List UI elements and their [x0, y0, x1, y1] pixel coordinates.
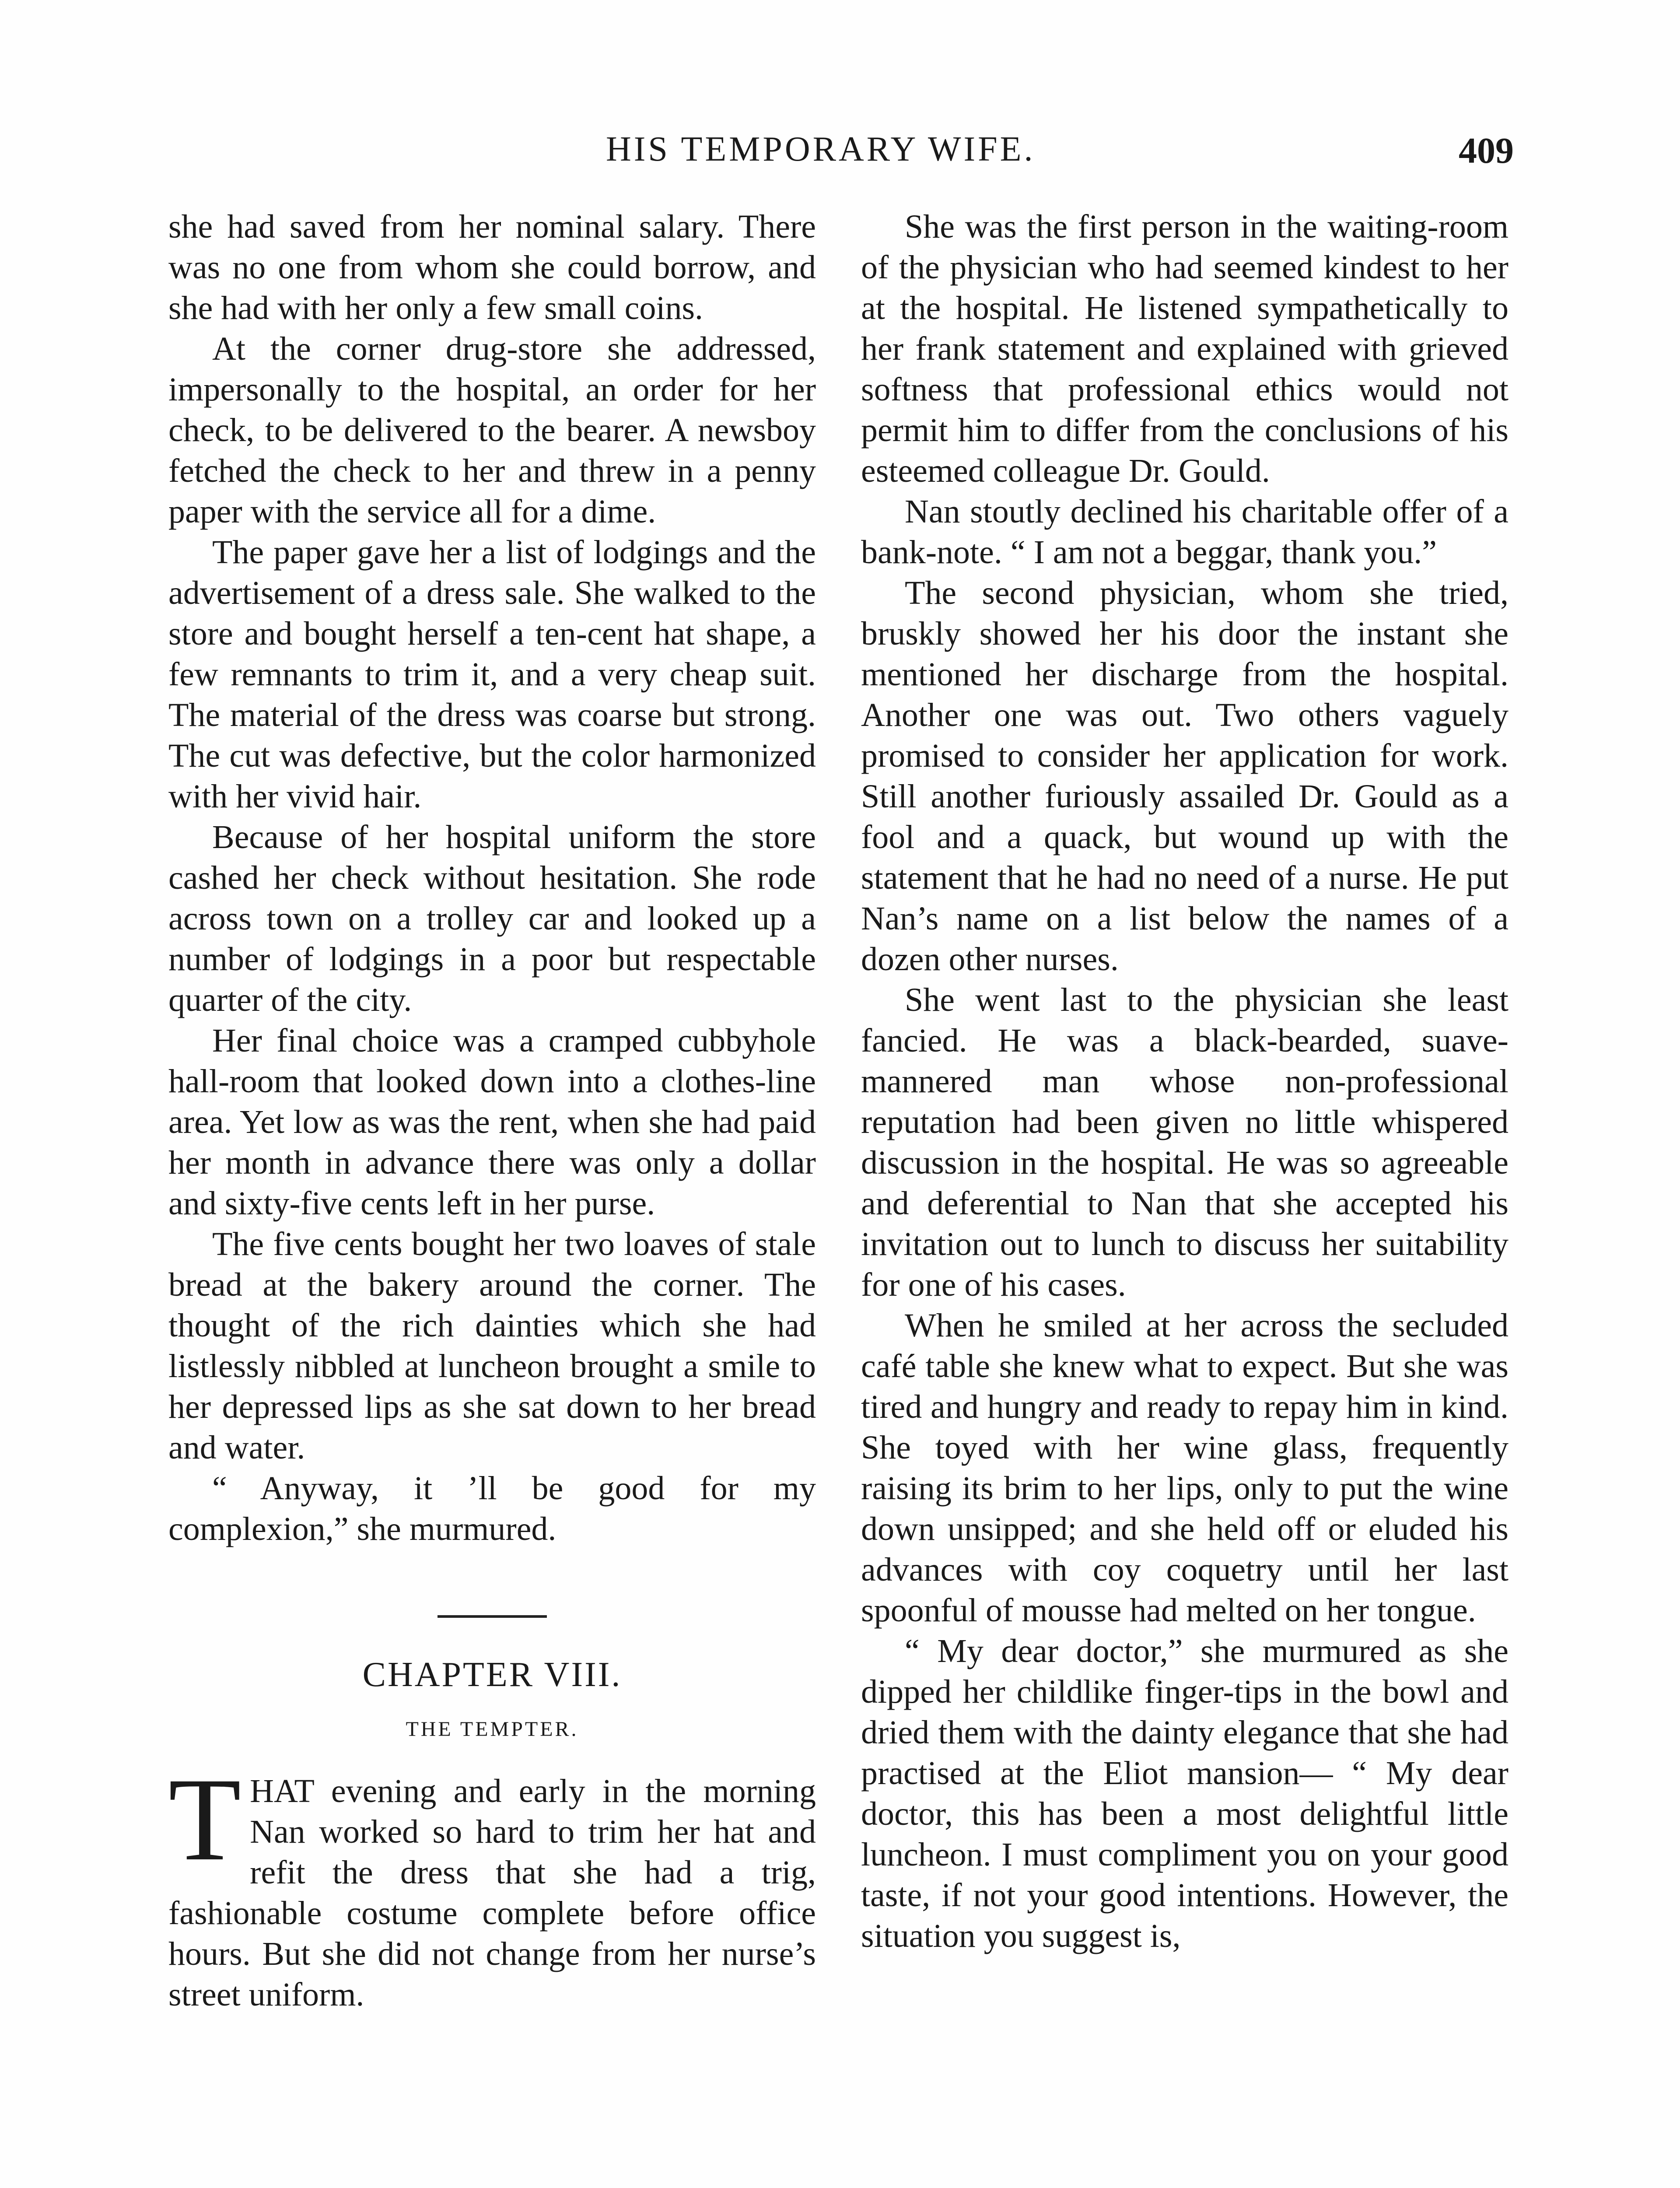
page-number: 409 [1459, 130, 1514, 171]
chapter-subtitle: THE TEMPTER. [406, 1718, 579, 1741]
paragraph: “ Anyway, it ’ll be good for my complexion,” she murmured. [168, 1470, 816, 1547]
paragraph: she had saved from her nominal salary. There was no one from whom she could borrow, and she had with her only a few small coins. [168, 208, 816, 326]
chapter-opening-paragraph [168, 1753, 816, 2015]
section-divider [438, 1615, 547, 1618]
paragraph: The five cents bought her two loaves of stale bread at the bakery around the corner. The thought of the rich dainties which she had listlessly nibbled at luncheon brought a smile to her depressed lips as she sat down to her bread and water. [168, 1226, 816, 1466]
paragraph: The paper gave her a list of lodgings and the advertisement of a dress sale. She walked to the store and bought herself a ten-cent hat shape, a few remnants to trim it, and a very cheap suit. The material of the dress was coarse but strong. The cut was defective, but the color harmonized with her vivid hair. [168, 534, 816, 815]
drop-cap: T [168, 1753, 242, 1885]
paragraph: She was the first person in the waiting-room of the physician who had seemed kindest to her at the hospital. He listened sympathetically to her frank statement and explained with grieved softness that professional ethics would not permit him to differ from the conclusions of his esteemed colleague Dr. Gould. [861, 208, 1508, 489]
chapter-title: CHAPTER VIII. [362, 1655, 622, 1694]
right-column [861, 207, 1508, 1957]
paragraph: Nan stoutly declined his charitable offer of a bank-note. “ I am not a beggar, thank you.” [861, 493, 1508, 571]
paragraph: The second physician, whom she tried, bruskly showed her his door the instant she mentioned her discharge from the hospital. Another one was out. Two others vaguely promised to consider her application for work. Still another furiously assailed Dr. Gould as a fool and a quack, but wound up with the statement that he had no need of a nurse. He put Nan’s name on a list below the names of a dozen other nurses. [861, 575, 1508, 978]
left-column [168, 207, 816, 2015]
paragraph: At the corner drug-store she addressed, impersonally to the hospital, an order for her check, to be delivered to the bearer. A newsboy fetched the check to her and threw in a penny paper with the service all for a dime. [168, 330, 816, 530]
paragraph: She went last to the physician she least fancied. He was a black-bearded, suave-mannered man whose non-professional reputation had been given no little whispered discussion in the hospital. He was so agreeable and deferential to Nan that she accepted his invitation out to lunch to discuss her suitability for one of his cases. [861, 982, 1508, 1303]
paragraph: Her final choice was a cramped cubbyhole hall-room that looked down into a clothes-line area. Yet low as was the rent, when she had paid her month in advance there was only a dollar and sixty-five cents left in her purse. [168, 1022, 816, 1222]
chapter-opening-text: HAT evening and early in the morning Nan worked so hard to trim her hat and refit the dress that she had a trig, fashionable costume complete before office hours. But she did not change from her nurse’s street uniform. [168, 1773, 816, 2013]
running-title: HIS TEMPORARY WIFE. [606, 130, 1036, 168]
paragraph: Because of her hospital uniform the store cashed her check without hesitation. She rode across town on a trolley car and looked up a number of lodgings in a poor but respectable quarter of the city. [168, 819, 816, 1018]
paragraph: “ My dear doctor,” she murmured as she dipped her childlike finger-tips in the bowl and dried them with the dainty elegance that she had practised at the Eliot mansion— “ My dear doctor, this has been a most delightful little luncheon. I must compliment you on your good taste, if not your good intentions. However, the situation you suggest is, [861, 1633, 1508, 1954]
paragraph: When he smiled at her across the secluded café table she knew what to expect. But she was tired and hungry and ready to repay him in kind. She toyed with her wine glass, frequently raising its brim to her lips, only to put the wine down unsipped; and she held off or eluded his advances with coy coquetry until her last spoonful of mousse had melted on her tongue. [861, 1307, 1508, 1629]
